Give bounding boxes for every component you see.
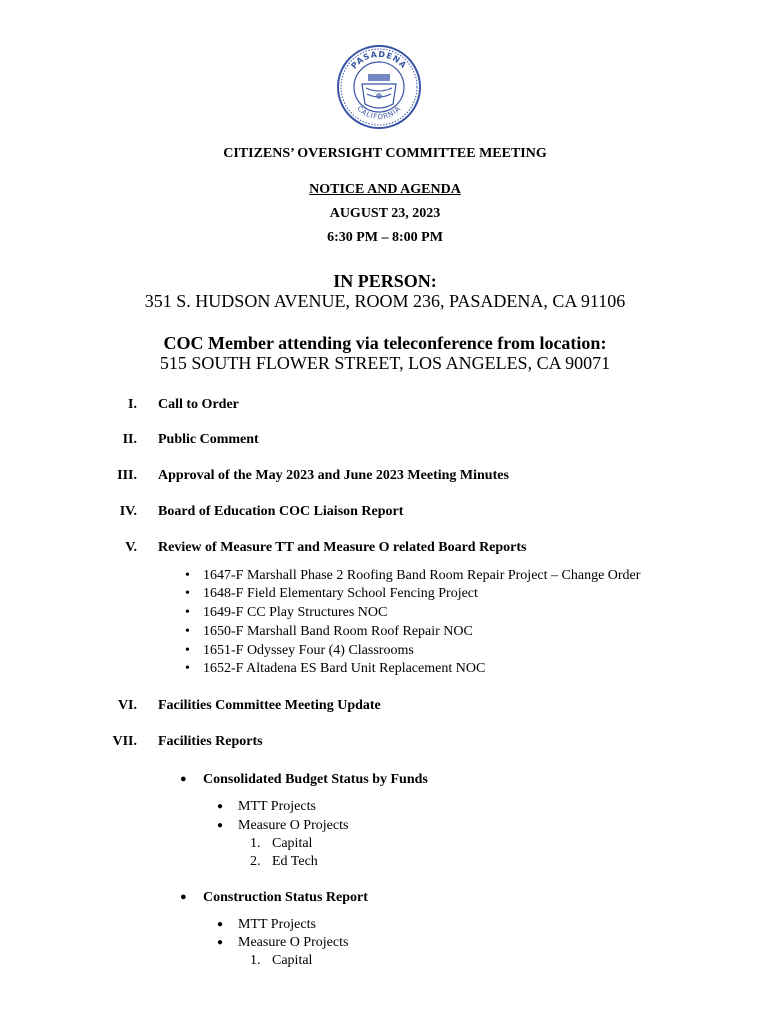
agenda-item-facilities-reports: Facilities Reports bbox=[158, 734, 263, 749]
meeting-title: CITIZENS’ OVERSIGHT COMMITTEE MEETING bbox=[223, 146, 547, 161]
bullet-icon: • bbox=[185, 586, 190, 601]
agenda-number: I. bbox=[128, 397, 137, 412]
agenda-item-call-to-order: Call to Order bbox=[158, 397, 239, 412]
bullet-icon: ● bbox=[217, 801, 224, 812]
teleconference-address: 515 SOUTH FLOWER STREET, LOS ANGELES, CA 90071 bbox=[159, 353, 611, 373]
in-person-address: 351 S. HUDSON AVENUE, ROOM 236, PASADENA, CA 91106 bbox=[144, 291, 626, 311]
construction-status-heading: Construction Status Report bbox=[203, 890, 368, 905]
bullet-icon: ● bbox=[180, 773, 187, 785]
list-item: Capital bbox=[272, 953, 313, 968]
agenda-number: V. bbox=[125, 540, 137, 555]
bullet-icon: • bbox=[185, 568, 190, 583]
agenda-item-minutes-approval: Approval of the May 2023 and June 2023 Meeting Minutes bbox=[158, 468, 509, 483]
bullet-icon: • bbox=[185, 605, 190, 620]
pasadena-seal-logo bbox=[336, 44, 422, 130]
list-item: 1648-F Field Elementary School Fencing Project bbox=[203, 586, 478, 601]
in-person-label: IN PERSON: bbox=[333, 271, 437, 291]
svg-text:PASADENA: PASADENA bbox=[349, 49, 409, 71]
agenda-number: VII. bbox=[112, 734, 137, 749]
list-item: Measure O Projects bbox=[238, 818, 349, 833]
list-item: MTT Projects bbox=[238, 917, 316, 932]
agenda-item-public-comment: Public Comment bbox=[158, 432, 259, 447]
teleconference-label: COC Member attending via teleconference from location: bbox=[163, 333, 607, 353]
list-number: 1. bbox=[250, 953, 261, 968]
bullet-icon: • bbox=[185, 624, 190, 639]
bullet-icon: ● bbox=[217, 937, 224, 948]
meeting-date: AUGUST 23, 2023 bbox=[329, 206, 441, 221]
list-number: 1. bbox=[250, 836, 261, 851]
agenda-item-board-reports: Review of Measure TT and Measure O related Board Reports bbox=[158, 540, 527, 555]
notice-and-agenda: NOTICE AND AGENDA bbox=[309, 182, 461, 197]
budget-status-heading: Consolidated Budget Status by Funds bbox=[203, 772, 428, 787]
list-item: 1651-F Odyssey Four (4) Classrooms bbox=[203, 643, 414, 658]
list-item: Measure O Projects bbox=[238, 935, 349, 950]
bullet-icon: ● bbox=[180, 891, 187, 903]
bullet-icon: • bbox=[185, 661, 190, 676]
list-item: 1649-F CC Play Structures NOC bbox=[203, 605, 388, 620]
bullet-icon: ● bbox=[217, 820, 224, 831]
meeting-time: 6:30 PM – 8:00 PM bbox=[327, 230, 443, 245]
agenda-number: VI. bbox=[117, 698, 137, 713]
bullet-icon: ● bbox=[217, 919, 224, 930]
list-item: Capital bbox=[272, 836, 313, 851]
agenda-number: IV. bbox=[119, 504, 137, 519]
agenda-number: III. bbox=[117, 468, 137, 483]
agenda-item-facilities-committee: Facilities Committee Meeting Update bbox=[158, 698, 381, 713]
list-item: 1650-F Marshall Band Room Roof Repair NOC bbox=[203, 624, 473, 639]
list-item: 1647-F Marshall Phase 2 Roofing Band Room Repair Project – Change Order bbox=[203, 568, 641, 583]
agenda-item-liaison-report: Board of Education COC Liaison Report bbox=[158, 504, 404, 519]
list-number: 2. bbox=[250, 854, 261, 869]
agenda-number: II. bbox=[122, 432, 137, 447]
list-item: Ed Tech bbox=[272, 854, 318, 869]
list-item: 1652-F Altadena ES Bard Unit Replacement NOC bbox=[203, 661, 486, 676]
svg-text:CALIFORNIA: CALIFORNIA bbox=[355, 104, 403, 122]
list-item: MTT Projects bbox=[238, 799, 316, 814]
bullet-icon: • bbox=[185, 643, 190, 658]
